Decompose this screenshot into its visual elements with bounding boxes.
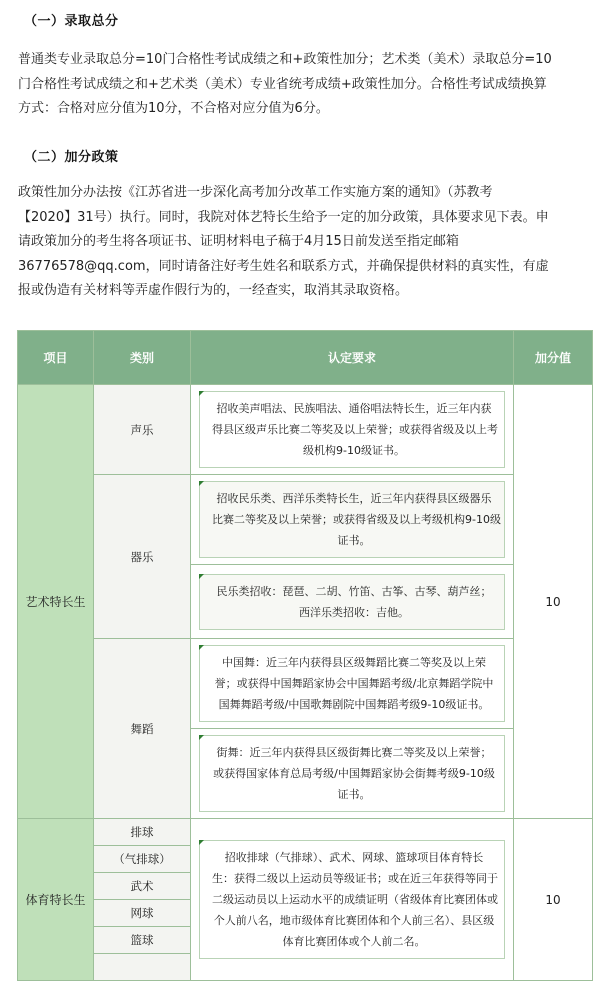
requirement-cell	[191, 639, 514, 729]
requirement-line: 生：获得二级以上运动员等级证书；或在近三年获得等同于	[212, 872, 498, 885]
bonus-policy-table	[17, 330, 593, 981]
requirement-line: 二级运动员以上运动水平的成绩证明（省级体育比赛团体或	[212, 893, 498, 906]
requirement-cell	[191, 565, 514, 639]
header-item: 项目	[18, 331, 94, 385]
requirement-line: 或获得国家体育总局考级/中国舞蹈家协会街舞考级9-10级	[213, 767, 495, 780]
requirement-box	[199, 645, 505, 722]
table-header-row	[18, 331, 593, 385]
paragraph-line: 普通类专业录取总分=10门合格性考试成绩之和+政策性加分；艺术类（美术）录取总分=10	[18, 52, 552, 67]
category-basketball: 篮球	[94, 927, 191, 954]
admission-score-paragraph	[18, 48, 592, 122]
category-empty	[94, 954, 191, 981]
requirement-line: 级机构9-10级证书。	[303, 444, 405, 457]
requirement-line: 体育比赛团体或个人前二名。	[282, 935, 426, 948]
requirement-line: 比赛二等奖及以上荣誉；或获得省级及以上考级机构9-10级	[212, 513, 501, 526]
category-instrument: 器乐	[94, 475, 191, 639]
category-volleyball: 排球	[94, 819, 191, 846]
header-bonus-value: 加分值	[514, 331, 593, 385]
requirement-line: 国舞舞蹈考级/中国歌舞剧院中国舞蹈考级9-10级证书。	[218, 698, 490, 711]
requirement-line: 招收美声唱法、民族唱法、通俗唱法特长生，近三年内获	[216, 402, 492, 415]
paragraph-line: 请政策加分的考生将各项证书、证明材料电子稿于4月15日前发送至指定邮箱	[18, 234, 459, 249]
section-heading-bonus-policy: （二）加分政策	[24, 150, 119, 165]
paragraph-line: 方式：合格对应分值为10分，不合格对应分值为6分。	[18, 101, 329, 116]
paragraph-line: 报或伪造有关材料等弄虚作假行为的，一经查实，取消其录取资格。	[18, 283, 409, 298]
table-row	[18, 475, 593, 565]
section-heading-admission-score: （一）录取总分	[24, 14, 119, 29]
header-category: 类别	[94, 331, 191, 385]
requirement-box	[199, 391, 505, 468]
requirement-cell	[191, 729, 514, 819]
requirement-line: 得县区级声乐比赛二等奖及以上荣誉；或获得省级及以上考	[212, 423, 498, 436]
paragraph-line: 【2020】31号）执行。同时，我院对体艺特长生给予一定的加分政策，具体要求见下表。申	[18, 209, 549, 225]
requirement-box	[199, 574, 505, 630]
category-tennis: 网球	[94, 900, 191, 927]
category-dance: 舞蹈	[94, 639, 191, 819]
requirement-line: 中国舞：近三年内获得县区级舞蹈比赛二等奖及以上荣	[222, 656, 486, 669]
item-art-specialty: 艺术特长生	[18, 385, 94, 819]
requirement-cell	[191, 385, 514, 475]
requirement-box	[199, 735, 505, 812]
requirement-cell	[191, 819, 514, 981]
requirement-line: 民乐类招收：琵琶、二胡、竹笛、古筝、古琴、葫芦丝；	[216, 584, 492, 598]
table-row	[18, 385, 593, 475]
requirement-line: 证书。	[337, 534, 371, 547]
requirement-line: 西洋乐类招收：吉他。	[299, 605, 409, 619]
requirement-line: 招收民乐类、西洋乐类特长生，近三年内获得县区级器乐	[216, 492, 492, 505]
category-vocal: 声乐	[94, 385, 191, 475]
requirement-box	[199, 840, 505, 959]
requirement-line: 誉；或获得中国舞蹈家协会中国舞蹈考级/北京舞蹈学院中	[214, 677, 494, 690]
category-air-volleyball: （气排球）	[94, 846, 191, 873]
requirement-line: 个人前八名，地市级体育比赛团体和个人前三名）、县区级	[213, 914, 495, 927]
bonus-value-sports: 10	[514, 819, 593, 981]
requirement-line: 招收排球（气排球）、武术、网球、篮球项目体育特长	[224, 851, 484, 864]
requirement-line: 街舞：近三年内获得县区级街舞比赛二等奖及以上荣誉；	[216, 746, 492, 759]
requirement-box	[199, 481, 505, 558]
paragraph-line: 政策性加分办法按《江苏省进一步深化高考加分改革工作实施方案的通知》（苏教考	[18, 185, 493, 200]
item-sports-specialty: 体育特长生	[18, 819, 94, 981]
table-row	[18, 819, 593, 846]
category-martial-arts: 武术	[94, 873, 191, 900]
requirement-line: 证书。	[337, 788, 371, 801]
bonus-value-art: 10	[514, 385, 593, 819]
requirement-cell	[191, 475, 514, 565]
header-requirement: 认定要求	[191, 331, 514, 385]
table-row	[18, 639, 593, 729]
paragraph-line: 36776578@qq.com，同时请备注好考生姓名和联系方式，并确保提供材料的真实性，有虚	[18, 258, 549, 274]
paragraph-line: 门合格性考试成绩之和+艺术类（美术）专业省统考成绩+政策性加分。合格性考试成绩换算	[18, 76, 547, 92]
bonus-policy-paragraph	[18, 181, 592, 304]
